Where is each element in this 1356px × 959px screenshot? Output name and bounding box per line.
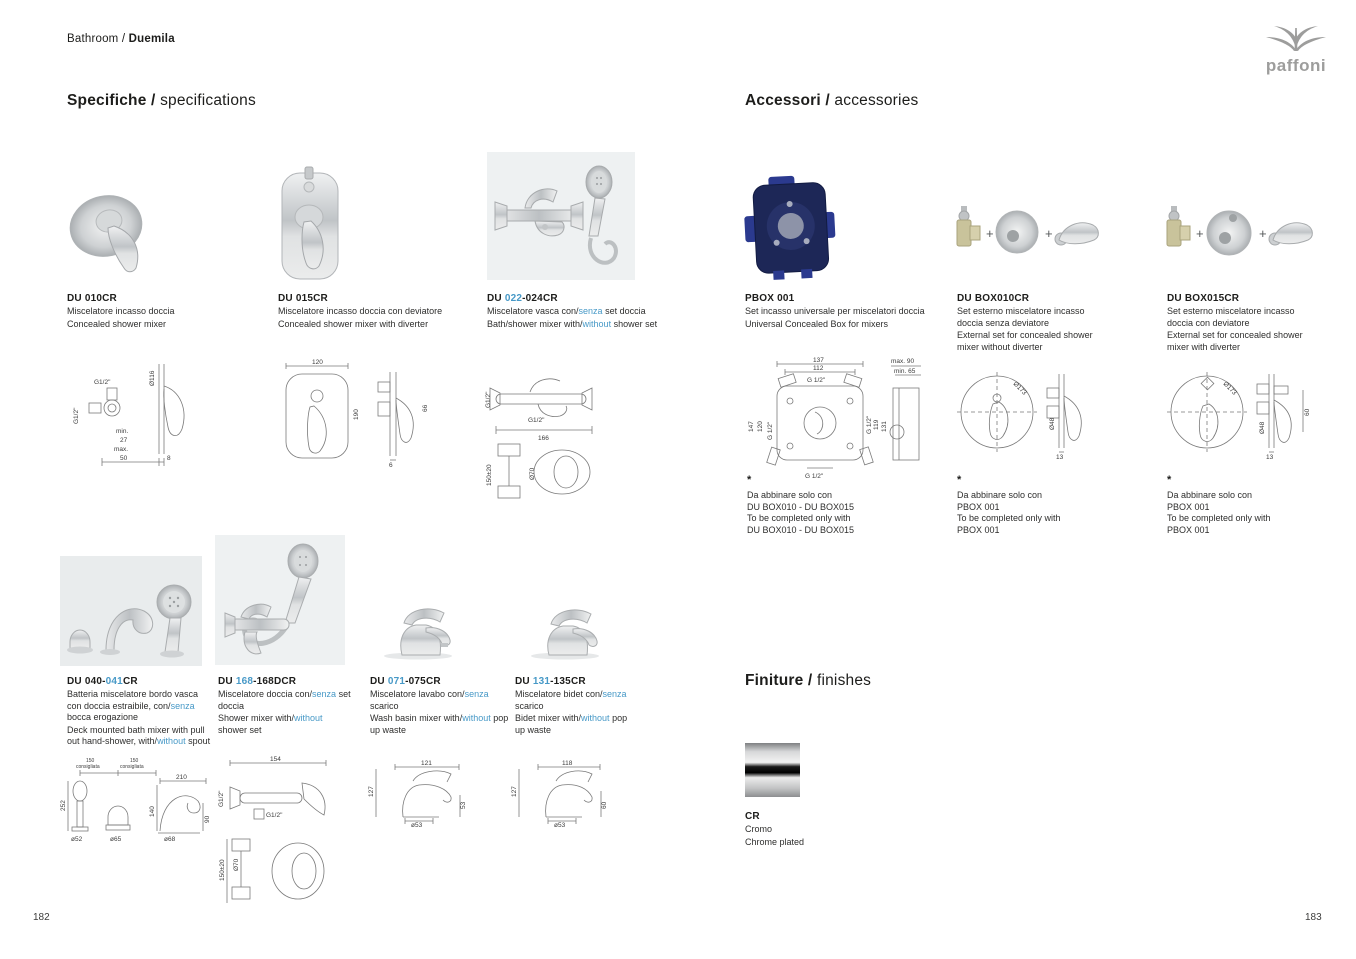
note-asterisk: * (747, 474, 752, 486)
svg-text:consigliata: consigliata (120, 764, 144, 770)
svg-text:G1/2": G1/2" (94, 379, 111, 386)
product-image-du131 (513, 600, 613, 665)
finish-code: CR (745, 811, 760, 822)
logo-wordmark: paffoni (1265, 56, 1327, 75)
tech-drawing-dubox010 (955, 360, 1097, 465)
product-desc-it: Miscelatore bidet con/senza scarico (515, 689, 627, 711)
product-desc-it: Set incasso universale per miscelatori doccia (745, 306, 925, 316)
tech-drawing-du071 (365, 755, 477, 832)
note-pbox001 (747, 476, 917, 536)
product-card-du040 (67, 675, 215, 748)
note-asterisk: * (1167, 474, 1172, 486)
svg-text:210: 210 (176, 774, 187, 781)
product-image-du015 (270, 165, 350, 288)
product-image-du040 (60, 556, 202, 671)
svg-text:60: 60 (601, 801, 608, 809)
product-desc-it: Miscelatore doccia con/senza set doccia (218, 689, 351, 711)
product-desc-en: Shower mixer with/without shower set (218, 713, 323, 735)
svg-text:+: + (1045, 226, 1053, 241)
product-card-du071 (370, 675, 512, 736)
tech-drawing-du131 (508, 755, 620, 832)
svg-text:ø53: ø53 (411, 822, 423, 827)
product-desc-it: Set esterno miscelatore incasso doccia senza deviatore (957, 306, 1085, 328)
svg-text:154: 154 (270, 756, 281, 763)
finish-name-en: Chrome plated (745, 836, 805, 847)
svg-text:G 1/2": G 1/2" (807, 377, 826, 384)
product-desc-en: Concealed shower mixer (67, 318, 167, 329)
breadcrumb-section: Bathroom / (67, 33, 129, 45)
palm-icon (1260, 22, 1332, 54)
note-dubox010 (957, 476, 1127, 536)
product-code: DU BOX010CR (957, 293, 1030, 304)
product-desc-it: Batteria miscelatore bordo vasca con doccia estraibile, con/senza bocca erogazione (67, 689, 199, 722)
svg-text:53: 53 (460, 801, 467, 809)
svg-text:140: 140 (149, 806, 156, 817)
product-image-du071 (368, 597, 463, 665)
svg-text:150: 150 (130, 758, 139, 764)
svg-text:ø53: ø53 (554, 822, 566, 827)
page-number-right: 183 (1305, 912, 1322, 923)
product-card-du022 (487, 292, 662, 330)
product-code: DU 010CR (67, 293, 117, 304)
breadcrumb-series: Duemila (128, 33, 175, 45)
product-card-pbox001 (745, 292, 965, 330)
product-code: DU 040-041CR (67, 676, 138, 687)
svg-text:27: 27 (120, 437, 128, 444)
product-image-dubox015 (1163, 202, 1319, 269)
svg-text:190: 190 (353, 409, 360, 420)
tech-drawing-du010 (62, 356, 237, 479)
finish-card-cr (745, 810, 885, 848)
product-image-dubox010 (953, 202, 1105, 269)
breadcrumb (67, 33, 175, 45)
product-desc-it: Miscelatore vasca con/senza set doccia (487, 306, 646, 316)
svg-text:G 1/2": G 1/2" (767, 421, 774, 440)
product-code: DU 022-024CR (487, 293, 558, 304)
tech-drawing-du168 (218, 755, 356, 912)
product-code: DU 015CR (278, 293, 328, 304)
svg-text:Ø70: Ø70 (233, 858, 240, 871)
note-dubox015 (1167, 476, 1337, 536)
product-image-pbox001 (743, 170, 838, 293)
product-code: DU 071-075CR (370, 676, 441, 687)
svg-text:147: 147 (748, 421, 755, 432)
product-desc-it: Miscelatore incasso doccia con deviatore (278, 306, 443, 316)
svg-text:+: + (1259, 226, 1267, 241)
svg-text:119: 119 (873, 419, 880, 430)
svg-text:ø52: ø52 (71, 836, 83, 843)
heading-finishes: Finiture / finishes (745, 672, 872, 689)
product-code: DU 168-168DCR (218, 676, 297, 687)
svg-text:150±20: 150±20 (219, 859, 226, 881)
svg-text:252: 252 (60, 800, 67, 811)
svg-text:max. 90: max. 90 (891, 358, 915, 365)
note-text: Da abbinare solo con PBOX 001 To be completed only with PBOX 001 (957, 490, 1061, 535)
product-card-du168 (218, 675, 353, 736)
product-image-du022 (487, 152, 635, 285)
svg-text:120: 120 (312, 359, 323, 366)
svg-text:127: 127 (511, 786, 518, 797)
svg-text:66: 66 (422, 404, 429, 412)
svg-text:Ø48: Ø48 (1049, 417, 1056, 430)
svg-text:consigliata: consigliata (76, 764, 100, 770)
svg-text:Ø70: Ø70 (529, 467, 536, 480)
svg-text:150±20: 150±20 (486, 464, 493, 486)
svg-text:G1/2": G1/2" (485, 391, 492, 408)
product-card-du131 (515, 675, 635, 736)
tech-drawing-du040 (60, 755, 212, 852)
svg-text:Ø173: Ø173 (1221, 380, 1238, 397)
product-card-du010 (67, 292, 262, 330)
product-card-dubox010 (957, 292, 1107, 353)
product-desc-en: Universal Concealed Box for mixers (745, 318, 889, 329)
heading-accessories: Accessori / accessories (745, 92, 919, 109)
product-desc-en: Deck mounted bath mixer with pull out hand-shower, with/without spout (67, 724, 211, 746)
svg-text:G1/2": G1/2" (528, 417, 545, 424)
svg-text:137: 137 (813, 357, 824, 364)
tech-drawing-du015 (270, 358, 445, 473)
svg-text:+: + (986, 226, 994, 241)
tech-drawing-du022 (482, 360, 634, 517)
svg-text:121: 121 (421, 760, 432, 767)
svg-text:166: 166 (538, 435, 549, 442)
product-desc-en: Concealed shower mixer with diverter (278, 318, 429, 329)
svg-text:Ø116: Ø116 (149, 370, 156, 386)
svg-text:8: 8 (167, 455, 171, 462)
svg-text:min. 65: min. 65 (894, 368, 916, 375)
product-desc-en: External set for concealed shower mixer with diverter (1167, 330, 1303, 352)
tech-drawing-dubox015 (1165, 360, 1313, 465)
product-code: PBOX 001 (745, 293, 795, 304)
svg-text:90: 90 (204, 815, 211, 823)
svg-text:G 1/2": G 1/2" (805, 473, 824, 480)
svg-text:120: 120 (757, 421, 764, 432)
product-desc-it: Set esterno miscelatore incasso doccia con deviatore (1167, 306, 1295, 328)
product-desc-en: Wash basin mixer with/without pop up waste (370, 713, 509, 735)
svg-text:ø65: ø65 (110, 836, 122, 843)
svg-text:G1/2": G1/2" (73, 407, 80, 424)
svg-text:ø68: ø68 (164, 836, 176, 843)
page-number-left: 182 (33, 912, 50, 923)
svg-text:G1/2": G1/2" (266, 812, 283, 819)
svg-text:13: 13 (1056, 454, 1064, 460)
svg-text:13: 13 (1266, 454, 1274, 460)
product-desc-en: Bath/shower mixer with/without shower set (487, 318, 658, 329)
finish-name-it: Cromo (745, 824, 773, 834)
svg-text:+: + (1196, 226, 1204, 241)
product-card-du015 (278, 292, 483, 330)
product-desc-en: External set for concealed shower mixer without diverter (957, 330, 1093, 352)
product-card-dubox015 (1167, 292, 1317, 353)
product-code: DU BOX015CR (1167, 293, 1240, 304)
note-text: Da abbinare solo con DU BOX010 - DU BOX015 To be completed only with DU BOX010 - DU BOX015 (747, 490, 855, 535)
brand-logo (1256, 22, 1336, 73)
svg-text:118: 118 (562, 760, 573, 767)
product-image-du010 (62, 188, 172, 288)
svg-text:127: 127 (368, 786, 375, 797)
finish-swatch-chrome (745, 743, 800, 797)
product-image-du168 (215, 535, 345, 670)
note-text: Da abbinare solo con PBOX 001 To be completed only with PBOX 001 (1167, 490, 1271, 535)
svg-text:150: 150 (86, 758, 95, 764)
svg-text:G1/2": G1/2" (218, 790, 225, 807)
svg-text:min.: min. (116, 428, 129, 435)
svg-text:6: 6 (389, 462, 393, 468)
svg-text:50: 50 (120, 455, 128, 462)
product-desc-it: Miscelatore incasso doccia (67, 306, 175, 316)
product-desc-it: Miscelatore lavabo con/senza scarico (370, 689, 489, 711)
svg-text:60: 60 (1304, 408, 1311, 416)
svg-text:max.: max. (114, 446, 129, 453)
svg-text:112: 112 (813, 365, 824, 372)
product-code: DU 131-135CR (515, 676, 586, 687)
product-desc-en: Bidet mixer with/without pop up waste (515, 713, 628, 735)
note-asterisk: * (957, 474, 962, 486)
svg-text:Ø173: Ø173 (1011, 380, 1028, 397)
tech-drawing-pbox001 (745, 356, 929, 485)
svg-text:131: 131 (881, 421, 888, 432)
heading-specifications: Specifiche / specifications (67, 92, 256, 109)
svg-text:Ø48: Ø48 (1259, 421, 1266, 434)
svg-text:G 1/2": G 1/2" (866, 415, 873, 434)
